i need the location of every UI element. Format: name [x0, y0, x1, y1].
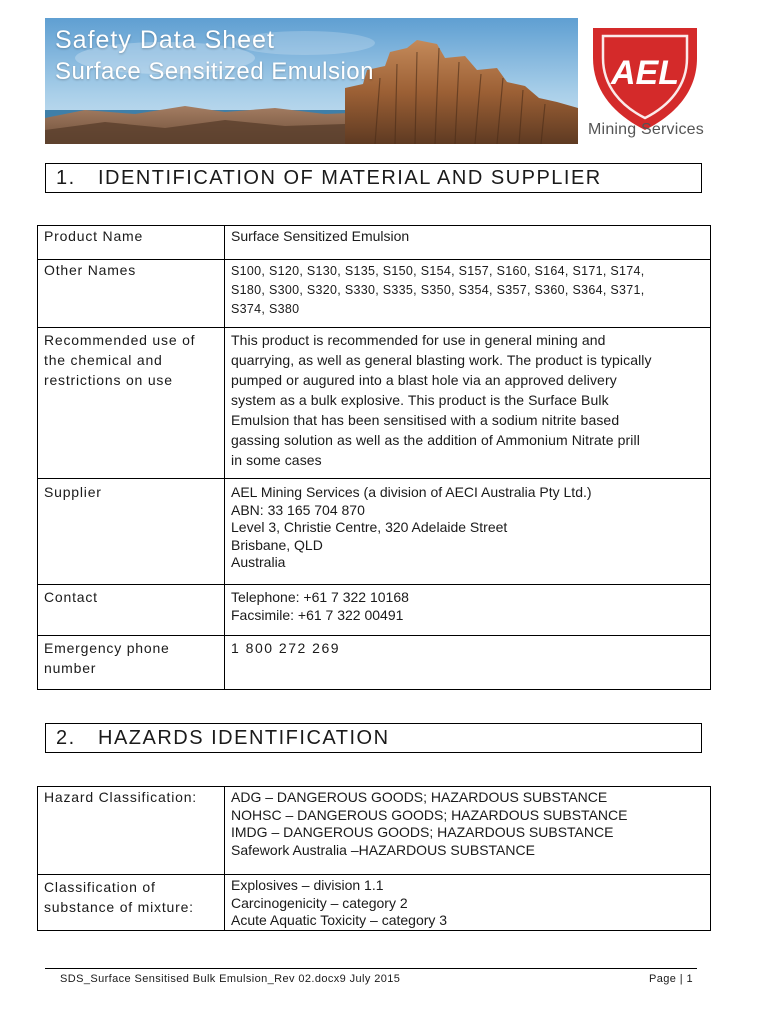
supplier-line: AEL Mining Services (a division of AECI Australia Pty Ltd.): [231, 484, 592, 500]
footer-filename: SDS_Surface Sensitised Bulk Emulsion_Rev 02.docx9 July 2015: [60, 973, 401, 985]
paragraph-line: quarrying, as well as general blasting work. The product is typically: [231, 352, 652, 368]
footer-page-number: Page | 1: [649, 973, 693, 985]
row-label-contact: Contact: [38, 585, 225, 636]
hazard-line: IMDG – DANGEROUS GOODS; HAZARDOUS SUBSTANCE: [231, 824, 614, 840]
label-line: Classification of: [44, 879, 156, 895]
row-value-classification-substance: [225, 875, 711, 931]
classification-line: Explosives – division 1.1: [231, 877, 384, 893]
table-row: [38, 226, 711, 260]
row-label-other-names: Other Names: [38, 260, 225, 328]
table-row: [38, 479, 711, 585]
logo-text: AEL: [611, 54, 679, 92]
row-value-product-name: Surface Sensitized Emulsion: [225, 226, 711, 260]
supplier-line: ABN: 33 165 704 870: [231, 501, 365, 518]
header-banner: [45, 18, 578, 144]
supplier-line: Level 3, Christie Centre, 320 Adelaide Street: [231, 519, 508, 535]
section-1-heading: [45, 163, 702, 193]
label-line: the chemical and: [44, 352, 163, 368]
emergency-phone-number: 1 800 272 269: [225, 636, 711, 690]
section-2-title: HAZARDS IDENTIFICATION: [98, 727, 390, 749]
section-2-number: 2.: [56, 727, 76, 749]
row-label-product-name: Product Name: [38, 226, 225, 260]
product-subtitle: Surface Sensitized Emulsion: [55, 58, 374, 85]
paragraph-line: in some cases: [231, 452, 322, 468]
other-names-line: S180, S300, S320, S330, S335, S350, S354, S357, S360, S364, S371,: [231, 283, 645, 297]
paragraph-line: pumped or augured into a blast hole via an approved delivery: [231, 372, 617, 388]
table-row: [38, 787, 711, 875]
row-label-recommended-use: [38, 328, 225, 479]
other-names-line: S374, S380: [231, 302, 300, 316]
facsimile-line: Facsimile: +61 7 322 00491: [231, 606, 404, 623]
paragraph-line: Emulsion that has been sensitised with a sodium nitrite based: [231, 412, 620, 428]
section-1-number: 1.: [56, 167, 76, 189]
table-row: [38, 328, 711, 479]
hazard-line: ADG – DANGEROUS GOODS; HAZARDOUS SUBSTANCE: [231, 789, 608, 805]
row-label-hazard-classification: Hazard Classification:: [38, 787, 225, 875]
row-label-classification-substance: [38, 875, 225, 931]
other-names-line: S100, S120, S130, S135, S150, S154, S157, S160, S164, S171, S174,: [231, 264, 645, 278]
table-row: [38, 260, 711, 328]
classification-line: Acute Aquatic Toxicity – category 3: [231, 912, 448, 928]
document-title: Safety Data Sheet: [55, 26, 275, 54]
label-line: substance of mixture:: [44, 899, 194, 915]
paragraph-line: This product is recommended for use in general mining and: [231, 332, 606, 348]
section-1-title: IDENTIFICATION OF MATERIAL AND SUPPLIER: [98, 167, 602, 189]
row-label-emergency: [38, 636, 225, 690]
table-row: [38, 636, 711, 690]
paragraph-line: system as a bulk explosive. This product is the Surface Bulk: [231, 392, 609, 408]
classification-line: Carcinogenicity – category 2: [231, 894, 408, 911]
hazard-line: Safework Australia –HAZARDOUS SUBSTANCE: [231, 841, 535, 858]
label-line: number: [44, 660, 97, 676]
table-row: [38, 585, 711, 636]
paragraph-line: gassing solution as well as the addition of Ammonium Nitrate prill: [231, 432, 640, 448]
identification-table: [37, 225, 711, 690]
hazards-table: [37, 786, 711, 931]
table-row: [38, 875, 711, 931]
label-line: restrictions on use: [44, 372, 173, 388]
row-value-other-names: [225, 260, 711, 328]
row-value-recommended-use: [225, 328, 711, 479]
logo-subtitle: Mining Services: [588, 121, 704, 138]
row-value-contact: [225, 585, 711, 636]
row-label-supplier: Supplier: [38, 479, 225, 585]
supplier-line: Brisbane, QLD: [231, 536, 323, 553]
label-line: Recommended use of: [44, 332, 196, 348]
telephone-line: Telephone: +61 7 322 10168: [231, 589, 409, 605]
footer-divider: [45, 968, 697, 969]
row-value-supplier: [225, 479, 711, 585]
section-2-heading: [45, 723, 702, 753]
row-value-hazard-classification: [225, 787, 711, 875]
supplier-line: Australia: [231, 554, 286, 570]
hazard-line: NOHSC – DANGEROUS GOODS; HAZARDOUS SUBSTANCE: [231, 806, 628, 823]
label-line: Emergency phone: [44, 640, 170, 656]
